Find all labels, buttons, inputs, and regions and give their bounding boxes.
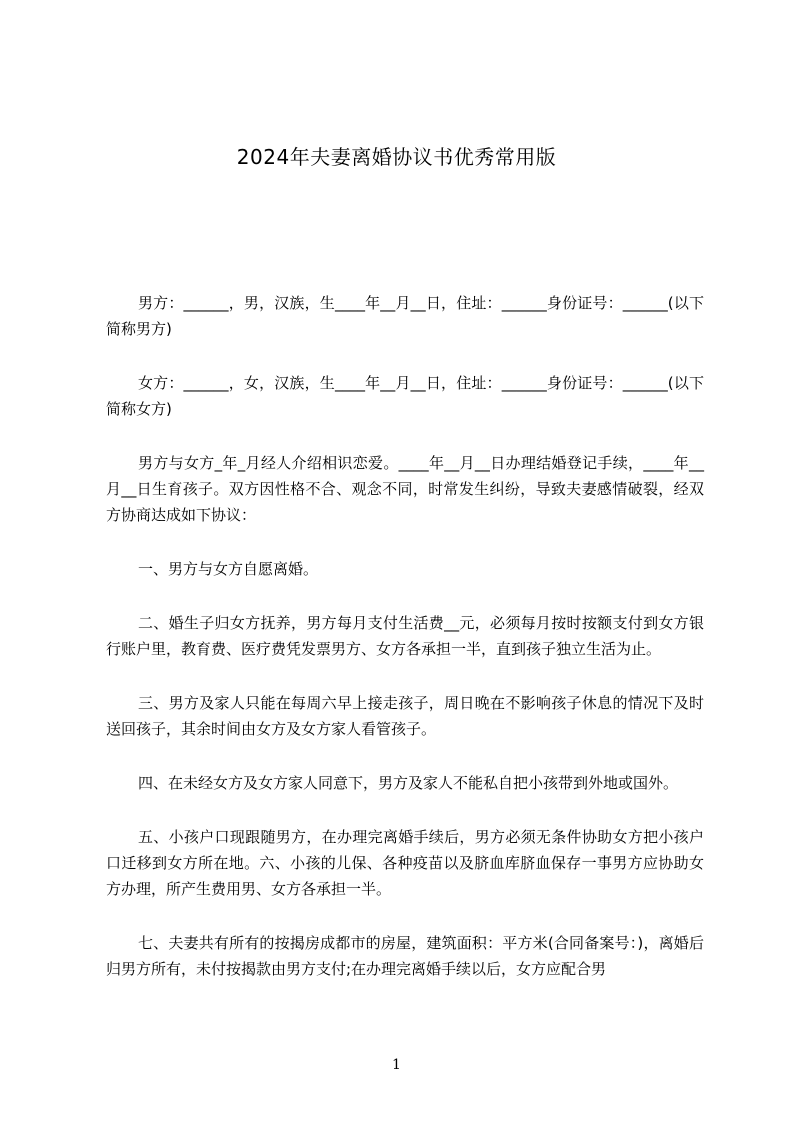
paragraph-clause-4: 四、在未经女方及女方家人同意下，男方及家人不能私自把小孩带到外地或国外。 — [138, 774, 679, 792]
paragraph-clause-2: 二、婚生子归女方抚养，男方每月支付生活费__元，必须每月按时按额支付到女方银行账户里，教育费、医疗费凭发票男方、女方各承担一半，直到孩子独立生活为止。 — [106, 614, 704, 658]
paragraph-male-party: 男方：______，男，汉族，生____年__月__日，住址：______身份证号：______(以下简称男方) — [106, 294, 704, 338]
paragraph-clause-7: 七、夫妻共有所有的按揭房成都市的房屋，建筑面积：平方米(合同备案号：)，离婚后归男方所有，未付按揭款由男方支付;在办理完离婚手续以后，女方应配合男 — [106, 934, 704, 978]
document-title: 2024年夫妻离婚协议书优秀常用版 — [236, 145, 557, 169]
document-body — [106, 290, 704, 1010]
paragraph-clause-3: 三、男方及家人只能在每周六早上接走孩子，周日晚在不影响孩子休息的情况下及时送回孩子，其余时间由女方及女方家人看管孩子。 — [106, 694, 704, 738]
paragraph-female-party: 女方：______，女，汉族，生____年__月__日，住址：______身份证号：______(以下简称女方) — [106, 374, 704, 418]
paragraph-clause-5-6: 五、小孩户口现跟随男方，在办理完离婚手续后，男方必须无条件协助女方把小孩户口迁移到女方所在地。六、小孩的儿保、各种疫苗以及脐血库脐血保存一事男方应协助女方办理，所产生费用男、女方各承担一半。 — [106, 828, 704, 898]
paragraph-background: 男方与女方_年_月经人介绍相识恋爱。____年__月__日办理结婚登记手续，____年__月__日生育孩子。双方因性格不合、观念不同，时常发生纠纷，导致夫妻感情破裂，经双方协商达成如下协议： — [106, 454, 704, 524]
paragraph-clause-1: 一、男方与女方自愿离婚。 — [138, 560, 319, 578]
page-number: 1 — [392, 1057, 401, 1073]
